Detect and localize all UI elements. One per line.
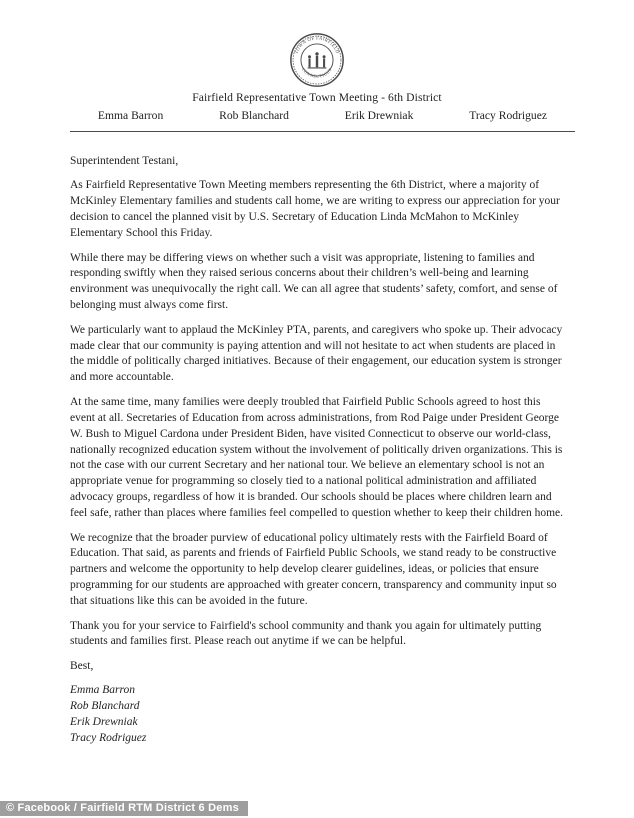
signature-name: Erik Drewniak (70, 716, 138, 729)
signature-name: Tracy Rodriguez (70, 732, 147, 744)
signature-name: Emma Barron (70, 684, 136, 697)
member-name: Emma Barron (97, 109, 164, 122)
town-of-fairfield-seal-icon (289, 32, 345, 88)
member-name: Erik Drewniak (344, 109, 414, 122)
member-name: Rob Blanchard (219, 109, 289, 122)
seal-bottom-text: CONNECTICUT (300, 66, 334, 79)
closing: Best, (70, 659, 94, 672)
signature-name: Rob Blanchard (70, 700, 140, 713)
paragraph: As Fairfield Representative Town Meeting members representing the 6th District, where a majority of McKinley Elementary families and students call home, we are writing to express our appreciation for your decision to cancel the planned visit by U.S. Secretary of Education Linda McMahon to McKinley Elementary School this Friday. (70, 179, 560, 240)
signature-block (70, 683, 565, 747)
letter-body (70, 154, 565, 747)
paragraph: We recognize that the broader purview of educational policy ultimately rests with the Fairfield Board of Education. That said, as parents and friends of Fairfield Public Schools, we stand ready to be constructive partners and welcome the opportunity to help develop clearer guidelines, ideas, or policies that ensure programming for our students are approached with greater concern, transparency and community input so that situations like this can be avoided in the future. (70, 531, 557, 608)
seal-figures-icon (308, 52, 327, 68)
header-divider (70, 131, 575, 132)
paragraph: Thank you for your service to Fairfield's school community and thank you again for ultimately putting students and families first. Please reach out anytime if we can be helpful. (70, 619, 542, 648)
salutation: Superintendent Testani, (70, 155, 179, 167)
member-names-row (70, 109, 575, 122)
seal-container (0, 0, 634, 88)
member-name: Tracy Rodriguez (469, 109, 548, 122)
paragraph: We particularly want to applaud the McKinley PTA, parents, and caregivers who spoke up. Their advocacy made clear that our community is paying attention and will not hesitate to act when students are placed in the middle of politically charged initiatives. Because of their engagement, our education system is stronger and more accountable. (70, 323, 563, 384)
caption-bar: © Facebook / Fairfield RTM District 6 Dems (0, 801, 248, 816)
svg-text:CONNECTICUT (301, 67, 333, 79)
paragraph: While there may be differing views on whether such a visit was appropriate, listening to families and responding swiftly when they raised serious concerns about their children’s well-being and learning environment was unequivocally the right call. We can all agree that students’ safety, comfort, and sense of belonging must always come first. (70, 251, 558, 312)
page-title: Fairfield Representative Town Meeting - 6th District (192, 91, 442, 104)
seal-top-text: TOWN OF FAIRFIELD (294, 36, 340, 55)
paragraph: At the same time, many families were deeply troubled that Fairfield Public Schools agreed to host this event at all. Secretaries of Education from across administrations, from Rod Paige under President George W. Bush to Miguel Cardona under President Biden, have visited Connecticut to observe our world-class, nationally recognized education system without the involvement of politically driven organizations. This is not the case with our current Secretary and her national tour. We believe an elementary school is not an appropriate venue for programming so closely tied to a national political administration and affiliated advocacy groups, regardless of how it is branded. Our schools should be places where children learn and feel safe, rather than places where families feel compelled to question whether to keep their children home. (70, 395, 564, 520)
